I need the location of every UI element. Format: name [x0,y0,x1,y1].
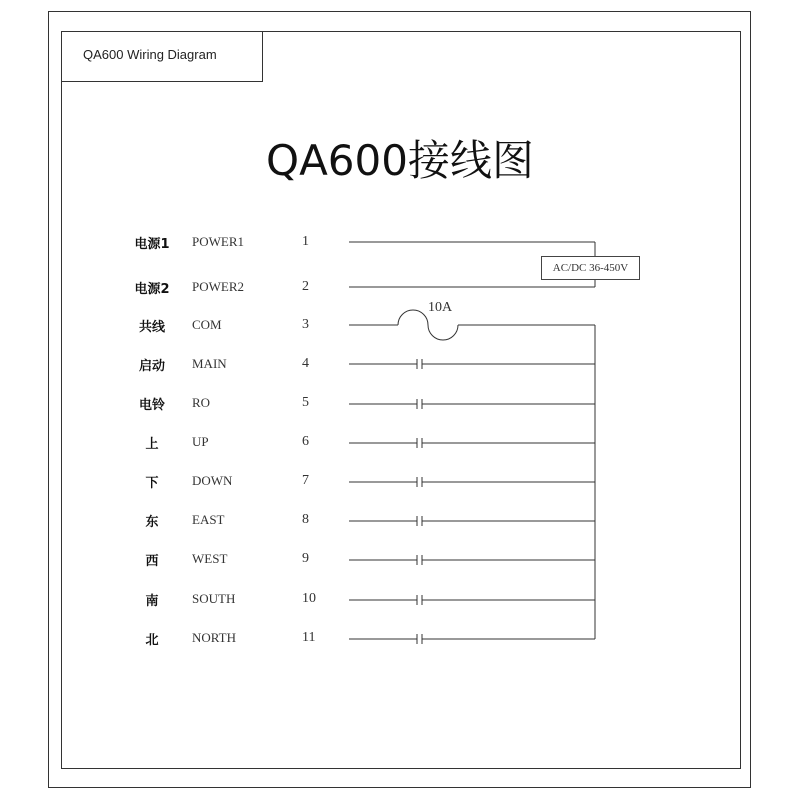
terminal-number: 11 [302,630,316,645]
terminal-cn-label: 北 [145,633,159,648]
terminal-number: 9 [302,551,309,566]
terminal-number: 3 [302,317,309,332]
terminal-en-label: COM [192,317,222,332]
title-block-text: QA600 Wiring Diagram [83,47,217,62]
terminal-en-label: POWER1 [192,234,244,249]
terminal-en-label: DOWN [192,473,233,488]
terminal-cn-label: 电源2 [134,282,170,297]
terminal-cn-label: 共线 [138,320,165,335]
terminal-cn-label: 东 [145,515,159,530]
terminal-number: 10 [302,591,316,606]
terminal-cn-label: 下 [145,476,159,491]
contact-rows [349,359,595,644]
terminal-cn-label: 西 [145,554,159,569]
terminal-number: 6 [302,434,309,449]
fuse-label: 10A [428,300,453,315]
terminal-cn-label: 启动 [138,359,165,374]
page-title: QA600接线图 [266,136,534,185]
terminal-number: 8 [302,512,309,527]
terminal-number: 2 [302,279,309,294]
terminal-number: 4 [302,356,309,371]
terminal-cn-label: 电铃 [138,398,165,413]
terminal-en-label: POWER2 [192,279,244,294]
terminal-en-label: WEST [192,551,228,566]
terminal-cn-label: 上 [145,437,159,452]
terminal-number: 1 [302,234,309,249]
terminal-cn-label: 电源1 [134,237,170,252]
terminal-en-label: SOUTH [192,591,236,606]
terminal-cn-label: 南 [145,594,159,609]
terminal-number: 7 [302,473,309,488]
terminal-en-label: RO [192,395,211,410]
terminal-number: 5 [302,395,309,410]
terminal-en-label: MAIN [192,356,227,371]
terminal-en-label: UP [192,434,209,449]
terminal-en-label: EAST [192,512,225,527]
terminal-en-label: NORTH [192,630,236,645]
power-supply-label: AC/DC 36-450V [552,262,629,274]
power-supply-box [541,256,640,280]
